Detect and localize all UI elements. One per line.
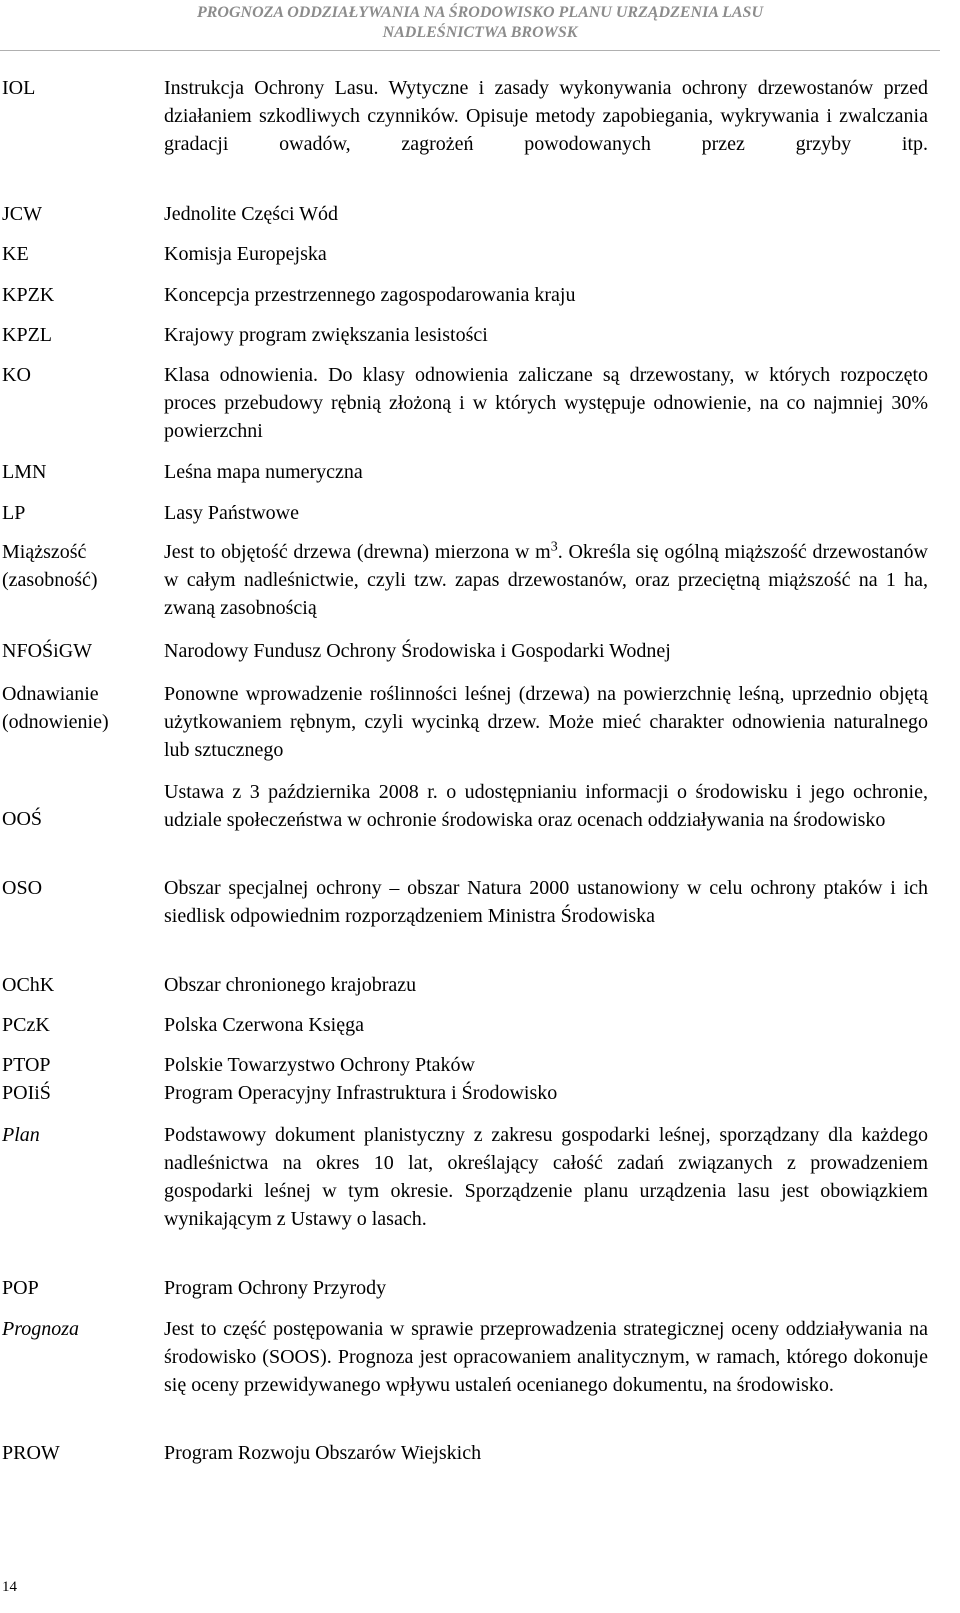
glossary-term-line-1: Miąższość [2, 541, 87, 563]
glossary-definition: Leśna mapa numeryczna [164, 461, 363, 483]
glossary-term-line-1: Odnawianie [2, 683, 99, 705]
glossary-term: LMN [2, 461, 47, 483]
glossary-term: PCzK [2, 1014, 50, 1036]
glossary-definition: Program Operacyjny Infrastruktura i Środowisko [164, 1082, 558, 1104]
glossary-definition: Obszar chronionego krajobrazu [164, 974, 417, 996]
glossary-term-line-2: (zasobność) [2, 569, 98, 591]
glossary-definition: Koncepcja przestrzennego zagospodarowania kraju [164, 284, 576, 306]
glossary-term: POIiŚ [2, 1082, 51, 1104]
glossary-term: OChK [2, 974, 55, 996]
glossary-definition: Ponowne wprowadzenie roślinności leśnej (drzewa) na powierzchnię leśną, uprzednio objętą użytkowaniem rębnym, czyli wycinką drzew. Może mieć charakter odnowienia naturalnego lub sztucznego [164, 683, 928, 761]
page-number: 14 [2, 1579, 17, 1595]
glossary-term: KPZK [2, 284, 55, 306]
header-line-2: NADLEŚNICTWA BROWSK [382, 24, 578, 41]
definition-text-pre: Jest to objętość drzewa (drewna) mierzona w m [164, 541, 551, 563]
glossary-term: OSO [2, 877, 43, 899]
glossary-definition: Podstawowy dokument planistyczny z zakresu gospodarki leśnej, sporządzany dla każdego nadleśnictwa na okres 10 lat, określający całość zadań związanych z prowadzeniem gospodarki leśnej w tym okresie. Sporządzenie planu urządzenia lasu jest obowiązkiem wynikającym z Ustawy o lasach. [164, 1124, 928, 1230]
glossary-definition: Ustawa z 3 października 2008 r. o udostępnianiu informacji o środowisku i jego ochronie, udziale społeczeństwa w ochronie środowiska oraz ocenach oddziaływania na środowisko [164, 781, 928, 831]
glossary-term: PTOP [2, 1054, 51, 1076]
glossary-term: LP [2, 502, 26, 524]
cubic-superscript: 3 [550, 539, 558, 555]
glossary-definition: Program Ochrony Przyrody [164, 1277, 387, 1299]
glossary-definition: Jednolite Części Wód [164, 203, 339, 225]
glossary-term: KE [2, 243, 29, 265]
glossary-definition: Komisja Europejska [164, 243, 327, 265]
glossary-term [2, 538, 152, 594]
running-header [0, 3, 960, 47]
glossary-definition: Lasy Państwowe [164, 502, 299, 524]
definition-text-post: . Określa się ogólną miąższość drzewostanów w całym nadleśnictwie, czyli tzw. zapas drzewostanów, oraz przeciętną miąższość na 1 ha, zwaną zasobnością [164, 541, 928, 619]
header-divider [0, 50, 940, 51]
glossary-term: JCW [2, 203, 42, 225]
glossary-term: IOL [2, 77, 36, 99]
glossary-definition: Program Rozwoju Obszarów Wiejskich [164, 1442, 482, 1464]
glossary-term: KPZL [2, 324, 52, 346]
glossary-term: Prognoza [2, 1318, 80, 1340]
glossary-term [2, 680, 152, 736]
glossary-term: NFOŚiGW [2, 640, 93, 662]
glossary-definition: Klasa odnowienia. Do klasy odnowienia zaliczane są drzewostany, w których rozpoczęto proces przebudowy rębnią złożoną i w których występuje odnowienie, na co najmniej 30% powierzchni [164, 364, 928, 442]
glossary-definition: Polska Czerwona Księga [164, 1014, 364, 1036]
glossary-term-line-2: (odnowienie) [2, 711, 109, 733]
glossary-definition: Krajowy program zwiększania lesistości [164, 324, 488, 346]
glossary-definition [164, 538, 928, 622]
glossary-term: POP [2, 1277, 39, 1299]
glossary-term: PROW [2, 1442, 60, 1464]
header-line-1: PROGNOZA ODDZIAŁYWANIA NA ŚRODOWISKO PLANU URZĄDZENIA LASU [196, 4, 763, 21]
glossary-term: OOŚ [2, 808, 43, 830]
glossary-definition: Jest to część postępowania w sprawie przeprowadzenia strategicznej oceny oddziaływania na środowisko (SOOS). Prognoza jest opracowaniem analitycznym, w ramach, którego dokonuje się oceny przewidywanego wpływu ustaleń ocenianego dokumentu, na środowisko. [164, 1318, 928, 1396]
glossary-term: Plan [2, 1124, 40, 1146]
glossary-definition: Instrukcja Ochrony Lasu. Wytyczne i zasady wykonywania ochrony drzewostanów przed działaniem szkodliwych czynników. Opisuje metody zapobiegania, wykrywania i zwalczania gradacji owadów, zagrożeń powodowanych przez grzyby itp. [164, 77, 928, 155]
glossary-definition: Obszar specjalnej ochrony – obszar Natura 2000 ustanowiony w celu ochrony ptaków i ich siedlisk odpowiednim rozporządzeniem Ministra Środowiska [164, 877, 928, 927]
glossary-term: KO [2, 364, 31, 386]
glossary-definition: Polskie Towarzystwo Ochrony Ptaków [164, 1054, 475, 1076]
glossary-definition: Narodowy Fundusz Ochrony Środowiska i Gospodarki Wodnej [164, 640, 671, 662]
